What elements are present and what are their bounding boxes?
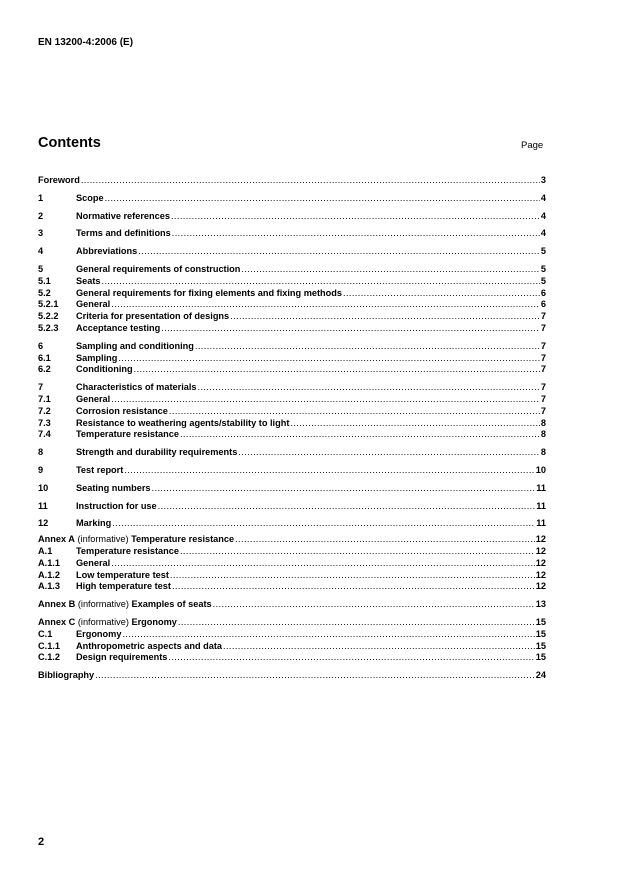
toc-entry-title: Design requirements: [76, 652, 168, 663]
leader-dots: [178, 617, 535, 629]
toc-entry-page: 6: [540, 287, 546, 298]
toc-entry-page: 11: [536, 482, 546, 493]
toc-entry-number: 5.2.2: [38, 311, 59, 322]
toc-entry-page: 8: [540, 429, 546, 440]
toc-entry-number: 5: [38, 263, 44, 274]
page-column-label: Page: [521, 140, 544, 151]
toc-entry-title: Terms and definitions: [76, 228, 171, 239]
annex-c-subentries: [38, 629, 546, 664]
toc-entry-number: 2: [38, 210, 44, 221]
toc-entry-page: 7: [540, 340, 546, 351]
toc-entry-title: Temperature resistance: [76, 429, 179, 440]
toc-entry-number: 7: [38, 382, 44, 393]
toc-entry-number: 5.2: [38, 287, 51, 298]
toc-entry-number: 10: [38, 482, 49, 493]
bibliography-title: Bibliography: [38, 670, 95, 681]
toc-entry-title: Ergonomy: [76, 628, 122, 639]
leader-dots: [158, 501, 536, 513]
leader-dots: [161, 323, 540, 335]
annex-c-label: Annex C: [38, 616, 76, 627]
toc-entry-page: 12: [535, 545, 546, 556]
toc-entry-title: Criteria for presentation of designs: [76, 311, 230, 322]
leader-dots: [111, 299, 540, 311]
toc-entry-page: 7: [540, 311, 546, 322]
toc-entry-page: 12: [535, 581, 546, 592]
leader-dots: [290, 418, 539, 430]
leader-dots: [168, 652, 534, 664]
toc-entry[interactable]: [38, 652, 546, 664]
leader-dots: [172, 581, 535, 593]
toc-entry-page: 5: [540, 263, 546, 274]
toc-entry-number: A.1.3: [38, 581, 60, 592]
toc-entry[interactable]: [38, 447, 546, 459]
toc-entry-title: Scope: [76, 192, 104, 203]
bibliography-page: 24: [535, 670, 546, 681]
toc-entry-number: 5.2.1: [38, 299, 59, 310]
toc-entry[interactable]: [38, 570, 546, 582]
annex-c-page: 15: [535, 616, 546, 627]
toc-entry-title: Marking: [76, 518, 112, 529]
toc-entry-title: Foreword: [38, 175, 80, 185]
toc-entry[interactable]: [38, 483, 546, 495]
toc-entry-title: General: [76, 557, 111, 568]
leader-dots: [111, 394, 540, 406]
toc-entry-page: 7: [540, 382, 546, 393]
toc-entry-annex-c[interactable]: [38, 617, 546, 629]
toc-entry[interactable]: [38, 211, 546, 223]
toc-entry-number: C.1.2: [38, 652, 60, 663]
toc-entry[interactable]: [38, 418, 546, 430]
toc-entry-page: 6: [540, 299, 546, 310]
toc-entry-page: 7: [540, 405, 546, 416]
toc-entry-number: 6.1: [38, 352, 51, 363]
page-number: 2: [38, 836, 45, 848]
toc-entry-page: 12: [535, 569, 546, 580]
leader-dots: [241, 264, 539, 276]
toc-entry-title: Seats: [76, 275, 101, 286]
toc-entry-page: 7: [540, 393, 546, 404]
annex-b-label: Annex B: [38, 599, 76, 610]
toc-entry-title: General requirements of construction: [76, 263, 241, 274]
annex-b-type: (informative): [77, 599, 129, 610]
annex-a-subentries: [38, 546, 546, 593]
toc-entry-number: C.1: [38, 628, 53, 639]
document-id: EN 13200-4:2006 (E): [38, 37, 134, 48]
toc-entry-number: 5.2.3: [38, 322, 59, 333]
leader-dots: [102, 276, 540, 288]
toc-entry-page: 7: [540, 364, 546, 375]
toc-entry[interactable]: [38, 288, 546, 300]
toc-entry-title: Sampling: [76, 352, 118, 363]
leader-dots: [213, 599, 535, 611]
toc-entry-page: 15: [535, 628, 546, 639]
toc-entry-page: 3: [540, 175, 546, 185]
toc-entry-number: 9: [38, 464, 44, 475]
toc-entry-page: 11: [536, 500, 546, 511]
toc-entry-title: General: [76, 299, 111, 310]
toc-entry-title: Acceptance testing: [76, 322, 161, 333]
toc-entry-title: Anthropometric aspects and data: [76, 640, 223, 651]
toc-entry-number: 6.2: [38, 364, 51, 375]
leader-dots: [134, 364, 540, 376]
toc-entry-page: 15: [535, 652, 546, 663]
toc-entry-page: 11: [536, 518, 546, 529]
toc-entry[interactable]: [38, 299, 546, 311]
toc-main-clauses: [38, 175, 546, 530]
leader-dots: [122, 629, 534, 641]
table-of-contents: [38, 175, 546, 682]
toc-entry-page: 5: [540, 275, 546, 286]
annex-a-type: (informative): [77, 534, 129, 545]
toc-entry[interactable]: [38, 311, 546, 323]
leader-dots: [172, 228, 540, 240]
toc-entry-page: 8: [540, 447, 546, 458]
leader-dots: [180, 546, 535, 558]
toc-entry-number: 7.3: [38, 417, 51, 428]
toc-entry[interactable]: [38, 629, 546, 641]
toc-entry[interactable]: [38, 641, 546, 653]
leader-dots: [118, 353, 540, 365]
leader-dots: [180, 429, 540, 441]
leader-dots: [81, 175, 540, 187]
toc-entry-number: C.1.1: [38, 640, 60, 651]
leader-dots: [169, 406, 540, 418]
toc-entry-number: 5.1: [38, 275, 51, 286]
annex-c-title: Ergonomy: [131, 616, 177, 627]
annex-a-label: Annex A: [38, 534, 75, 545]
toc-entry-number: 7.4: [38, 429, 51, 440]
toc-entry-title: General requirements for fixing elements and fixing methods: [76, 287, 342, 298]
toc-entry[interactable]: [38, 341, 546, 353]
toc-entry-title: Characteristics of materials: [76, 382, 197, 393]
toc-entry-title: Temperature resistance: [76, 545, 179, 556]
toc-entry-page: 4: [540, 192, 546, 203]
toc-entry-number: A.1.2: [38, 569, 60, 580]
toc-entry-number: 12: [38, 518, 49, 529]
toc-entry-page: 12: [535, 557, 546, 568]
toc-entry[interactable]: [38, 228, 546, 240]
toc-entry[interactable]: [38, 175, 546, 187]
toc-entry-title: Normative references: [76, 210, 170, 221]
leader-dots: [95, 670, 535, 682]
toc-entry[interactable]: [38, 394, 546, 406]
toc-entry[interactable]: [38, 193, 546, 205]
leader-dots: [124, 465, 534, 477]
toc-entry-number: A.1.1: [38, 557, 60, 568]
toc-entry-title: Sampling and conditioning: [76, 340, 194, 351]
toc-entry[interactable]: [38, 581, 546, 593]
annex-a-page: 12: [535, 534, 546, 545]
toc-entry[interactable]: [38, 264, 546, 276]
toc-entry-title: Resistance to weathering agents/stability to light: [76, 417, 290, 428]
toc-entry[interactable]: [38, 546, 546, 558]
toc-entry-title: General: [76, 393, 111, 404]
toc-entry[interactable]: [38, 246, 546, 258]
toc-entry[interactable]: [38, 323, 546, 335]
annex-c-type: (informative): [77, 616, 129, 627]
toc-entry-page: 4: [540, 210, 546, 221]
leader-dots: [111, 558, 535, 570]
toc-entry-number: 4: [38, 246, 44, 257]
toc-entry[interactable]: [38, 558, 546, 570]
toc-entry[interactable]: [38, 406, 546, 418]
annex-a-title: Temperature resistance: [131, 534, 235, 545]
toc-entry-page: 15: [535, 640, 546, 651]
toc-entry-number: 11: [38, 500, 48, 511]
leader-dots: [195, 341, 540, 353]
toc-entry-title: Low temperature test: [76, 569, 169, 580]
toc-entry-annex-a[interactable]: [38, 534, 546, 546]
leader-dots: [230, 311, 540, 323]
annex-b-page: 13: [535, 599, 546, 610]
toc-entry-page: 5: [540, 246, 546, 257]
leader-dots: [238, 447, 540, 459]
toc-entry-page: 7: [540, 322, 546, 333]
toc-entry-number: 8: [38, 447, 44, 458]
contents-title: Contents: [38, 135, 101, 151]
leader-dots: [112, 518, 535, 530]
leader-dots: [235, 534, 535, 546]
toc-entry-annex-b[interactable]: [38, 599, 546, 611]
toc-entry[interactable]: [38, 518, 546, 530]
leader-dots: [138, 246, 540, 258]
toc-entry-number: A.1: [38, 545, 53, 556]
toc-entry-number: 3: [38, 228, 44, 239]
toc-entry-title: Test report: [76, 464, 124, 475]
toc-entry-title: Conditioning: [76, 364, 133, 375]
toc-entry-title: High temperature test: [76, 581, 171, 592]
toc-entry-page: 4: [540, 228, 546, 239]
leader-dots: [198, 382, 540, 394]
toc-entry-number: 7.2: [38, 405, 51, 416]
toc-entry-title: Corrosion resistance: [76, 405, 168, 416]
toc-entry-page: 7: [540, 352, 546, 363]
toc-entry[interactable]: [38, 276, 546, 288]
toc-entry[interactable]: [38, 465, 546, 477]
toc-entry[interactable]: [38, 429, 546, 441]
leader-dots: [105, 193, 540, 205]
toc-entry[interactable]: [38, 364, 546, 376]
toc-entry[interactable]: [38, 501, 546, 513]
toc-entry-title: Instruction for use: [76, 500, 157, 511]
toc-entry-number: 1: [38, 192, 44, 203]
leader-dots: [152, 483, 536, 495]
toc-entry[interactable]: [38, 353, 546, 365]
toc-entry-title: Seating numbers: [76, 482, 151, 493]
toc-entry-number: 7.1: [38, 393, 51, 404]
toc-entry-page: 10: [535, 464, 546, 475]
toc-entry-number: 6: [38, 340, 44, 351]
leader-dots: [223, 641, 535, 653]
leader-dots: [343, 288, 540, 300]
annex-b-title: Examples of seats: [131, 599, 212, 610]
leader-dots: [170, 570, 535, 582]
toc-entry-title: Strength and durability requirements: [76, 447, 238, 458]
leader-dots: [171, 211, 540, 223]
toc-entry-bibliography[interactable]: [38, 670, 546, 682]
toc-entry-page: 8: [540, 417, 546, 428]
toc-entry-title: Abbreviations: [76, 246, 138, 257]
toc-entry[interactable]: [38, 382, 546, 394]
